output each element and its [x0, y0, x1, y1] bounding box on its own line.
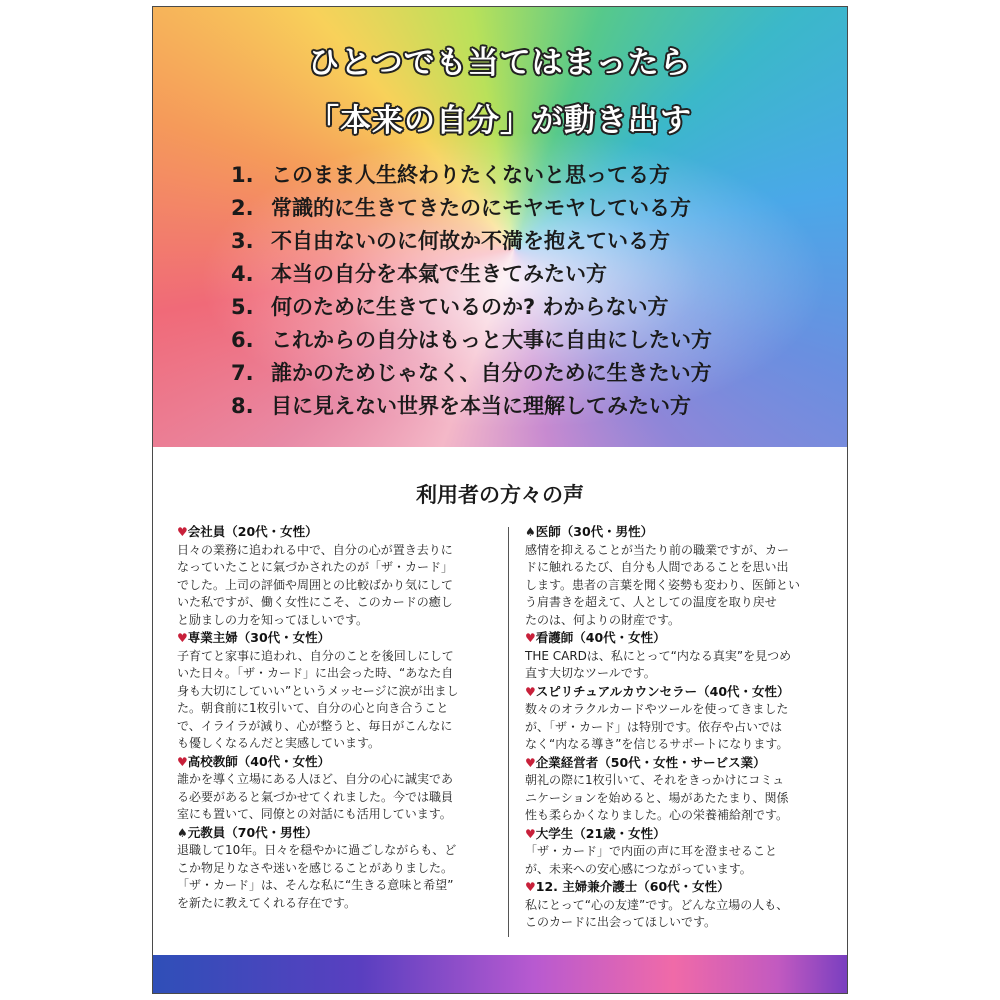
- testimonial-line: 「ザ・カード」は、そんな私に“生きる意味と希望”: [177, 878, 454, 892]
- gradient-footer-bar: [153, 955, 847, 994]
- testimonials-right-column: [525, 523, 848, 932]
- testimonial-heading: [525, 825, 848, 844]
- testimonial-line: 直す大切なツールです。: [525, 666, 656, 680]
- column-divider: [508, 527, 509, 937]
- spade-icon: ♠: [177, 825, 188, 840]
- heart-icon: ♥: [525, 684, 536, 699]
- testimonial-line: します。患者の言葉を聞く姿勢も変わり、医師とい: [525, 577, 801, 592]
- checklist-number: 4.: [231, 262, 254, 286]
- checklist-text: 目に見えない世界を本当に理解してみたい方: [271, 394, 691, 418]
- testimonial-line: なく“内なる導き”を信じるサポートになります。: [525, 737, 789, 751]
- checklist-text: 本当の自分を本氣で生きてみたい方: [271, 262, 607, 286]
- testimonial-line: 私にとって“心の友達”です。どんな立場の人も、: [525, 897, 789, 912]
- testimonial-heading: [177, 824, 501, 843]
- testimonial-author: 12. 主婦兼介護士（60代・女性）: [535, 879, 730, 894]
- testimonial-line: 室にも置いて、同僚との対話にも活用しています。: [177, 807, 452, 821]
- testimonial-line: と励ましの力を知ってほしいです。: [177, 612, 369, 627]
- checklist-text: 何のために生きているのか? わからない方: [271, 295, 669, 319]
- testimonial: [525, 629, 848, 683]
- testimonial-line: 朝礼の際に1枚引いて、それをきっかけにコミュ: [525, 773, 785, 787]
- testimonial: [177, 753, 501, 824]
- heart-icon: ♥: [525, 631, 536, 645]
- checklist-number: 8.: [231, 394, 254, 418]
- checklist-item: [231, 192, 712, 225]
- checklist-number: 2.: [231, 196, 254, 220]
- testimonial-line: ニケーションを始めると、場があたたまり、関係: [525, 790, 789, 805]
- testimonial-heading: [177, 629, 501, 648]
- testimonial: [525, 523, 848, 629]
- hero-title-line1: ひとつでも当てはまったら: [308, 45, 692, 81]
- heart-icon: ♥: [177, 754, 188, 769]
- heart-icon: ♥: [525, 755, 536, 770]
- testimonial-line: ドに触れるたび、自分も人間であることを思い出: [525, 560, 789, 574]
- testimonial-line: う肩書きを超えて、人としての温度を取り戻せ: [525, 595, 777, 609]
- testimonial-line: このカードに出会ってほしいです。: [525, 915, 717, 929]
- testimonial-line: いた私ですが、働く女性にこそ、このカードの癒し: [177, 595, 453, 609]
- testimonial-author: 大学生（21歳・女性）: [535, 825, 666, 841]
- testimonial-line: た。朝食前に1枚引いて、自分の心と向き合うこと: [177, 701, 449, 715]
- testimonial-line: が、未来への安心感につながっています。: [525, 861, 752, 876]
- testimonials-left-column: [177, 523, 501, 912]
- checklist-number: 6.: [231, 328, 254, 352]
- testimonial-line: が、「ザ・カード」は特別です。依存や占いでは: [525, 719, 783, 734]
- testimonial-line: 「ザ・カード」で内面の声に耳を澄ませること: [525, 844, 778, 858]
- heart-icon: ♥: [525, 880, 536, 894]
- checklist-text: 常識的に生きてきたのにモヤモヤしている方: [271, 196, 691, 220]
- checklist-number: 3.: [231, 229, 254, 253]
- testimonial-author: 医師（30代・男性）: [535, 524, 654, 539]
- testimonial-line: 誰かを導く立場にある人ほど、自分の心に誠実であ: [177, 772, 454, 786]
- testimonial-line: こか物足りなさや迷いを感じることがありました。: [177, 860, 454, 875]
- testimonial-heading: [525, 754, 848, 773]
- testimonial-line: でした。上司の評価や周囲との比較ばかり気にして: [177, 577, 454, 592]
- testimonial-line: 子育てと家事に追われ、自分のことを後回しにして: [177, 648, 454, 663]
- checklist-item: [231, 225, 712, 258]
- testimonial: [525, 878, 848, 932]
- spade-icon: ♠: [525, 525, 536, 539]
- checklist-item: [231, 357, 712, 390]
- testimonial-heading: [177, 753, 501, 772]
- checklist-text: 不自由ないのに何故か不満を抱えている方: [271, 229, 670, 253]
- testimonial-author: 専業主婦（30代・女性）: [187, 630, 331, 645]
- checklist-number: 5.: [231, 295, 254, 319]
- testimonial-heading: [525, 523, 848, 542]
- testimonial-author: 看護師（40代・女性）: [535, 630, 666, 645]
- checklist-item: [231, 258, 712, 291]
- testimonial-line: 性も柔らかくなりました。心の栄養補給剤です。: [525, 808, 789, 822]
- voices-title: 利用者の方々の声: [416, 483, 584, 507]
- hero-title-line2: 「本来の自分」が動き出す: [308, 103, 692, 139]
- testimonial-line: 身も大切にしていい”というメッセージに涙が出まし: [177, 683, 459, 698]
- rainbow-hero: [153, 7, 847, 447]
- checklist-text: このまま人生終わりたくないと思ってる方: [271, 163, 670, 187]
- heart-icon: ♥: [177, 631, 188, 645]
- testimonial-author: 企業経営者（50代・女性・サービス業）: [535, 754, 766, 770]
- testimonial-heading: [525, 629, 848, 648]
- flyer-page: [152, 6, 848, 994]
- checklist-item: [231, 291, 712, 324]
- testimonial: [525, 754, 848, 825]
- testimonial: [177, 629, 501, 753]
- testimonial-line: THE CARDは、私にとって“内なる真実”を見つめ: [525, 648, 792, 663]
- heart-icon: ♥: [525, 826, 536, 841]
- checklist-text: 誰かのためじゃなく、自分のために生きたい方: [271, 361, 712, 385]
- checklist-item: [231, 159, 712, 192]
- testimonial-line: 退職して10年。日々を穏やかに過ごしながらも、ど: [177, 843, 457, 857]
- heart-icon: ♥: [177, 525, 188, 539]
- checklist-text: これからの自分はもっと大事に自由にしたい方: [271, 328, 712, 352]
- testimonial-line: で、イライラが減り、心が整うと、毎日がこんなに: [177, 718, 453, 733]
- testimonial-line: いた日々。「ザ・カード」に出会った時、“あなた自: [177, 666, 454, 680]
- testimonial-author: 元教員（70代・男性）: [187, 824, 318, 840]
- testimonial-line: る必要があると氣づかせてくれました。今では職員: [177, 789, 454, 804]
- testimonial-line: 日々の業務に追われる中で、自分の心が置き去りに: [177, 542, 453, 557]
- testimonial-line: を新たに教えてくれる存在です。: [177, 895, 357, 910]
- testimonial: [177, 824, 501, 913]
- testimonial-heading: [525, 878, 848, 897]
- checklist-number: 1.: [231, 163, 254, 187]
- checklist: [231, 159, 712, 423]
- testimonial-line: 感情を抑えることが当たり前の職業ですが、カー: [525, 542, 790, 557]
- checklist-number: 7.: [231, 361, 254, 385]
- testimonial-line: も優しくなるんだと実感しています。: [177, 736, 381, 750]
- testimonial-author: 会社員（20代・女性）: [187, 524, 318, 539]
- testimonial: [525, 825, 848, 879]
- testimonial-line: なっていたことに氣づかされたのが「ザ・カード」: [177, 560, 454, 574]
- testimonial-line: たのは、何よりの財産です。: [525, 612, 681, 627]
- testimonial-author: 高校教師（40代・女性）: [187, 753, 331, 769]
- testimonial-heading: [177, 523, 501, 542]
- checklist-item: [231, 324, 712, 357]
- testimonial-line: 数々のオラクルカードやツールを使ってきました: [525, 702, 789, 716]
- testimonial-heading: [525, 683, 848, 702]
- testimonial: [525, 683, 848, 754]
- checklist-item: [231, 390, 712, 423]
- testimonial-author: スピリチュアルカウンセラー（40代・女性）: [535, 683, 790, 699]
- testimonial: [177, 523, 501, 629]
